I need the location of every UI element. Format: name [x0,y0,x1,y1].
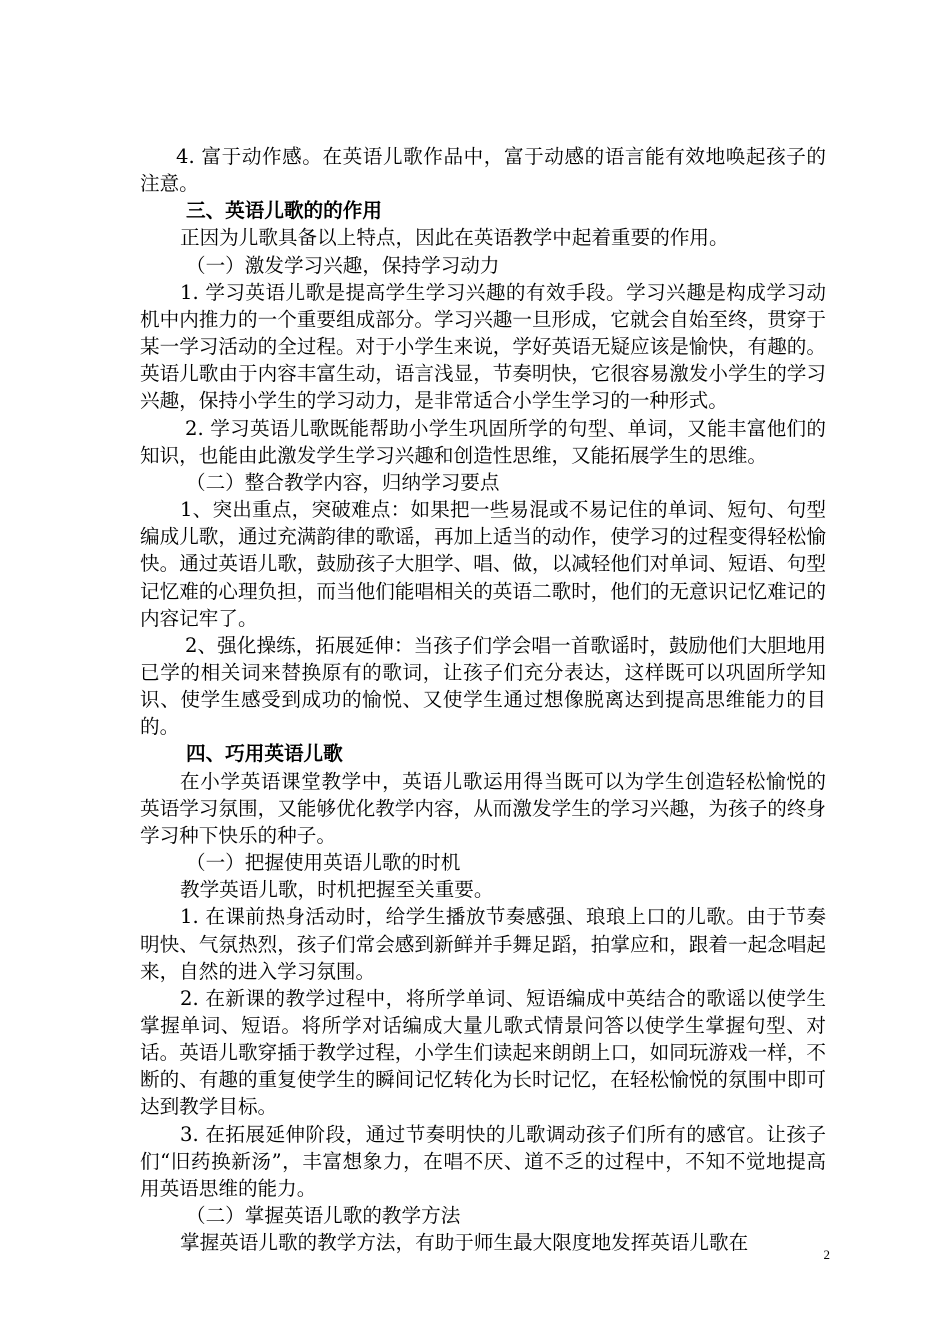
paragraph-intro: 正因为儿歌具备以上特点，因此在英语教学中起着重要的作用。 [180,226,729,250]
paragraph: 在小学英语课堂教学中，英语儿歌运用得当既可以为学生创造轻松愉悦的英语学习氛围，又能够优化教学内容，从而激发学生的学习兴趣，为孩子的终身学习种下快乐的种子。 [140,769,826,847]
paragraph: 1. 学习英语儿歌是提高学生学习兴趣的有效手段。学习兴趣是构成学习动机中内推力的一个重要组成部分。学习兴趣一旦形成，它就会自始至终，贯穿于某一学习活动的全过程。对于小学生来说，学好英语无疑应该是愉快，有趣的。英语儿歌由于内容丰富生动，语言浅显，节奏明快，它很容易激发小学生的学习兴趣，保持小学生的学习动力，是非常适合小学生学习的一种形式。 [140,280,826,413]
paragraph: 教学英语儿歌，时机把握至关重要。 [180,878,494,902]
paragraph: 2、强化操练，拓展延伸：当孩子们学会唱一首歌谣时，鼓励他们大胆地用已学的相关词来替换原有的歌词，让孩子们充分表达，这样既可以巩固所学知识、使学生感受到成功的愉悦、又使学生通过想像脱离达到提高思维能力的目的。 [140,633,826,739]
subheading-3: （一）把握使用英语儿歌的时机 [186,851,461,875]
section-heading-3: 三、英语儿歌的的作用 [186,199,382,223]
paragraph: 2. 学习英语儿歌既能帮助小学生巩固所学的句型、单词，又能丰富他们的知识，也能由此激发学生学习兴趣和创造性思维，又能拓展学生的思维。 [140,416,826,467]
document-body [140,143,826,1256]
paragraph: 1、突出重点，突破难点：如果把一些易混或不易记住的单词、短句、句型编成儿歌，通过充满韵律的歌谣，再加上适当的动作，使学习的过程变得轻松愉快。通过英语儿歌，鼓励孩子大胆学、唱、做，以减轻他们对单词、短语、句型记忆难的心理负担，而当他们能唱相关的英语二歌时，他们的无意识记忆难记的内容记牢了。 [140,498,826,630]
section-heading-4: 四、巧用英语儿歌 [186,742,343,766]
paragraph-point-4: 4. 富于动作感。在英语儿歌作品中，富于动感的语言能有效地唤起孩子的注意。 [140,145,826,196]
subheading-4: （二）掌握英语儿歌的教学方法 [186,1204,461,1228]
page-number: 2 [823,1247,830,1262]
paragraph: 3. 在拓展延伸阶段，通过节奏明快的儿歌调动孩子们所有的感官。让孩子们“旧药换新汤”，丰富想象力，在唱不厌、道不乏的过程中，不知不觉地提高用英语思维的能力。 [140,1122,826,1200]
subheading-1: （一）激发学习兴趣，保持学习动力 [186,253,500,277]
paragraph: 2. 在新课的教学过程中，将所学单词、短语编成中英结合的歌谣以使学生掌握单词、短语。将所学对话编成大量儿歌式情景问答以使学生掌握句型、对话。英语儿歌穿插于教学过程，小学生们读起来朗朗上口，如同玩游戏一样，不断的、有趣的重复使学生的瞬间记忆转化为长时记忆，在轻松愉悦的氛围中即可达到教学目标。 [140,986,826,1119]
subheading-2: （二）整合教学内容，归纳学习要点 [186,470,500,494]
paragraph: 掌握英语儿歌的教学方法，有助于师生最大限度地发挥英语儿歌在 [180,1231,749,1255]
paragraph: 1. 在课前热身活动时，给学生播放节奏感强、琅琅上口的儿歌。由于节奏明快、气氛热烈，孩子们常会感到新鲜并手舞足蹈，拍掌应和，跟着一起念唱起来，自然的进入学习氛围。 [140,905,826,983]
